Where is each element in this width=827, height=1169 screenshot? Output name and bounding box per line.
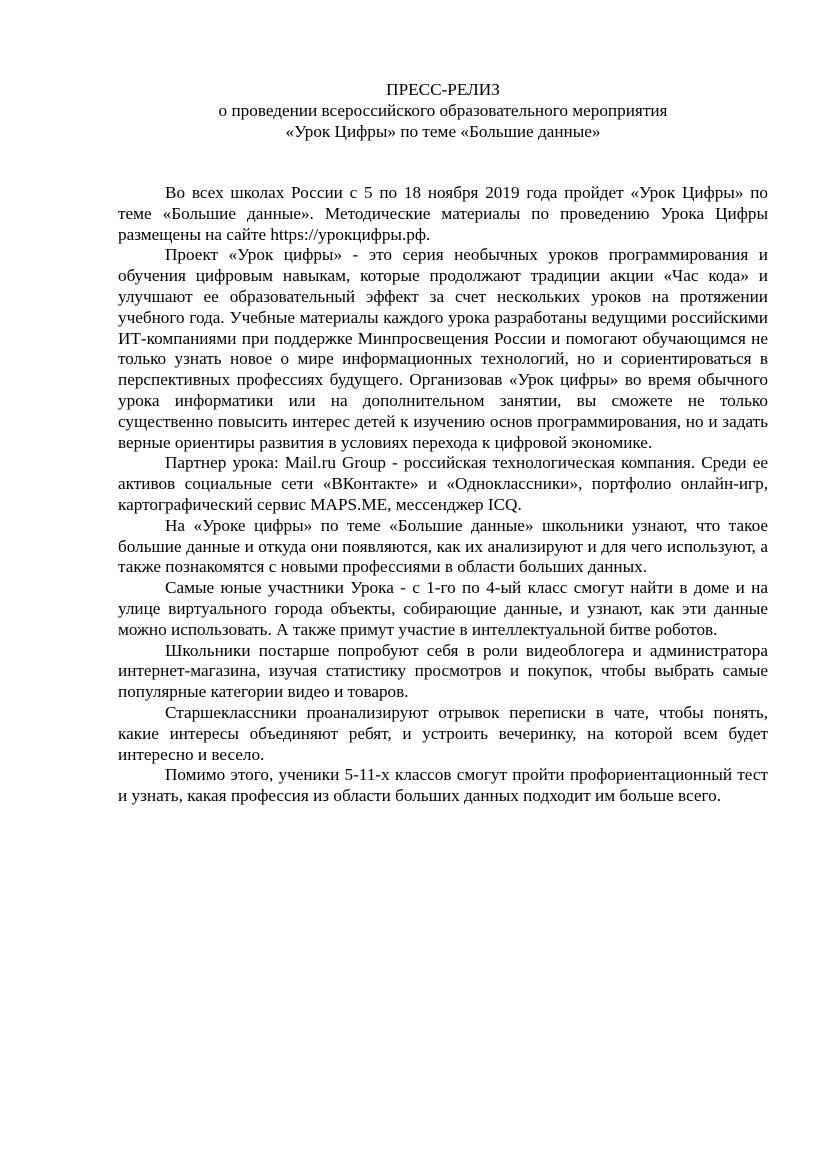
- paragraph-middle: Школьники постарше попробуют себя в роли видеоблогера и администратора интернет-магазина, изучая статистику просмотров и покупок, чтобы выбрать самые популярные категории видео и товаров.: [118, 640, 768, 702]
- paragraph-junior: Самые юные участники Урока - с 1-го по 4-ый класс смогут найти в доме и на улице виртуального города объекты, собирающие данные, и узнают, как эти данные можно использовать. А также примут участие в интеллектуальной битве роботов.: [118, 578, 768, 639]
- document-title: ПРЕСС-РЕЛИЗ: [386, 80, 500, 99]
- document-subtitle-line-2: «Урок Цифры» по теме «Большие данные»: [285, 121, 601, 141]
- press-release-heading: [118, 80, 768, 142]
- document-body: [118, 183, 768, 807]
- paragraph-partner: Партнер урока: Mail.ru Group - российская технологическая компания. Среди ее активов социальные сети «ВКонтакте» и «Одноклассники», портфолио онлайн-игр, картографический сервис MAPS.ME, мессенджер ICQ.: [118, 453, 768, 514]
- paragraph-career-test: Помимо этого, ученики 5-11-х классов смогут пройти профориентационный тест и узнать, какая профессия из области больших данных подходит им больше всего.: [118, 765, 768, 806]
- paragraph-senior: Старшеклассники проанализируют отрывок переписки в чате, чтобы понять, какие интересы объединяют ребят, и устроить вечеринку, на которой всем будет интересно и весело.: [118, 702, 768, 764]
- paragraph-project: Проект «Урок цифры» - это серия необычных уроков программирования и обучения цифровым навыкам, которые продолжают традиции акции «Час кода» и улучшают ее образовательный эффект за счет нескольких уроков на протяжении учебного года. Учебные материалы каждого урока разработаны ведущими российскими ИТ-компаниями при поддержке Минпросвещения России и помогают обучающимся не только узнать новое о мире информационных технологий, но и сориентироваться в перспективных профессиях будущего. Организовав «Урок цифры» во время обычного урока информатики или на дополнительном занятии, вы сможете не только существенно повысить интерес детей к изучению основ программирования, но и задать верные ориентиры развития в условиях перехода к цифровой экономике.: [118, 245, 768, 452]
- paragraph-topic: На «Уроке цифры» по теме «Большие данные» школьники узнают, что такое большие данные и откуда они появляются, как их анализируют и для чего используют, а также познакомятся с новыми профессиями в области больших данных.: [118, 515, 768, 577]
- document-subtitle-line-1: о проведении всероссийского образовательного мероприятия: [218, 100, 668, 120]
- paragraph-dates: Во всех школах России с 5 по 18 ноября 2019 года пройдет «Урок Цифры» по теме «Большие данные». Методические материалы по проведению Урока Цифры размещены на сайте https://урокцифры.рф.: [118, 183, 768, 244]
